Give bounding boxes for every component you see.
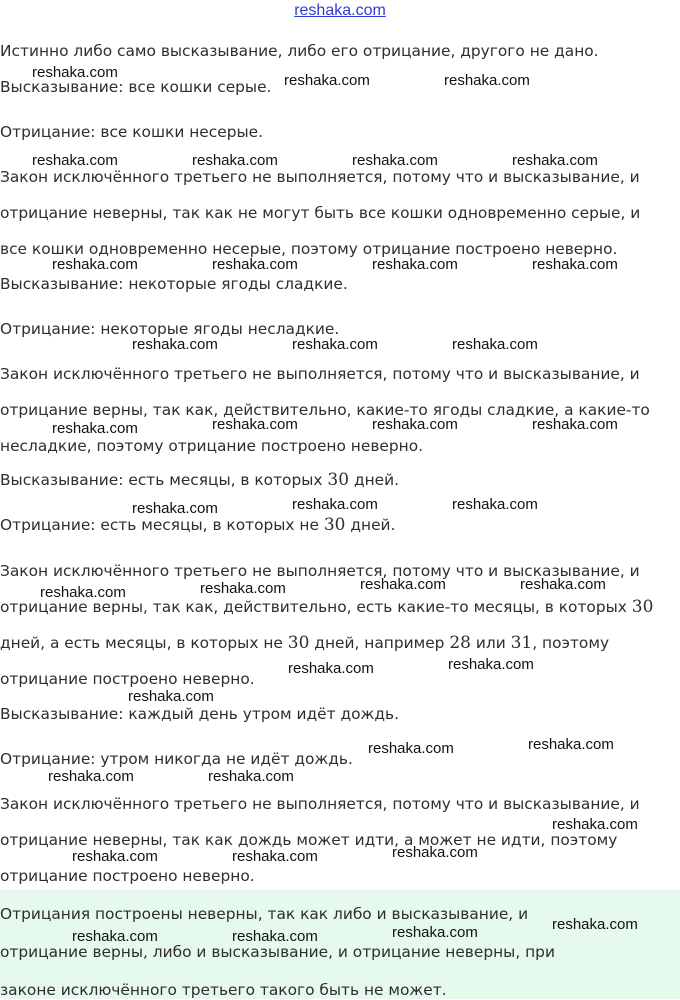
watermark: reshaka.com [528, 736, 614, 753]
statement-3: Высказывание: есть месяцы, в которых 30 дней. [0, 470, 400, 490]
explanation-4-line-3: отрицание построено неверно. [0, 867, 255, 885]
watermark: reshaka.com [132, 336, 218, 353]
watermark: reshaka.com [552, 816, 638, 833]
statement-2: Высказывание: некоторые ягоды сладкие. [0, 275, 348, 293]
watermark: reshaka.com [284, 72, 370, 89]
watermark: reshaka.com [352, 152, 438, 169]
explanation-2-line-3: несладкие, поэтому отрицание построено неверно. [0, 437, 424, 455]
watermark: reshaka.com [552, 916, 638, 933]
statement-4: Высказывание: каждый день утром идёт дождь. [0, 705, 400, 723]
statement-1: Высказывание: все кошки серые. [0, 78, 272, 96]
watermark: reshaka.com [452, 496, 538, 513]
watermark: reshaka.com [200, 580, 286, 597]
watermark: reshaka.com [372, 256, 458, 273]
watermark: reshaka.com [40, 584, 126, 601]
site-title-link[interactable]: reshaka.com [294, 2, 386, 19]
watermark: reshaka.com [32, 152, 118, 169]
watermark: reshaka.com [32, 64, 118, 81]
watermark: reshaka.com [532, 256, 618, 273]
watermark: reshaka.com [452, 336, 538, 353]
watermark: reshaka.com [72, 928, 158, 945]
watermark: reshaka.com [232, 848, 318, 865]
explanation-1-line-2: отрицание неверны, так как не могут быть все кошки одновременно серые, и [0, 204, 641, 222]
watermark: reshaka.com [360, 576, 446, 593]
conclusion-line-1: Отрицания построены неверны, так как либо и высказывание, и [0, 905, 529, 923]
explanation-2-line-2: отрицание верны, так как, действительно, какие-то ягоды сладкие, а какие-то [0, 401, 650, 419]
explanation-3-line-1: Закон исключённого третьего не выполняется, потому что и высказывание, и [0, 562, 640, 580]
watermark: reshaka.com [192, 152, 278, 169]
watermark: reshaka.com [444, 72, 530, 89]
watermark: reshaka.com [292, 336, 378, 353]
watermark: reshaka.com [392, 844, 478, 861]
watermark: reshaka.com [132, 500, 218, 517]
explanation-4-line-2: отрицание неверны, так как дождь может идти, а может не идти, поэтому [0, 831, 618, 849]
watermark: reshaka.com [208, 768, 294, 785]
watermark: reshaka.com [520, 576, 606, 593]
watermark: reshaka.com [52, 420, 138, 437]
explanation-1-line-3: все кошки одновременно несерые, поэтому отрицание построено неверно. [0, 240, 618, 258]
watermark: reshaka.com [292, 496, 378, 513]
negation-3: Отрицание: есть месяцы, в которых не 30 дней. [0, 515, 396, 535]
watermark: reshaka.com [72, 848, 158, 865]
negation-2: Отрицание: некоторые ягоды несладкие. [0, 320, 340, 338]
watermark: reshaka.com [532, 416, 618, 433]
explanation-1-line-1: Закон исключённого третьего не выполняется, потому что и высказывание, и [0, 168, 640, 186]
watermark: reshaka.com [512, 152, 598, 169]
conclusion-line-2: отрицание верны, либо и высказывание, и отрицание неверны, при [0, 943, 555, 961]
explanation-3-line-4: отрицание построено неверно. [0, 670, 255, 688]
watermark: reshaka.com [448, 656, 534, 673]
watermark: reshaka.com [48, 768, 134, 785]
watermark: reshaka.com [392, 924, 478, 941]
watermark: reshaka.com [212, 416, 298, 433]
watermark: reshaka.com [212, 256, 298, 273]
watermark: reshaka.com [232, 928, 318, 945]
watermark: reshaka.com [372, 416, 458, 433]
negation-1: Отрицание: все кошки несерые. [0, 123, 263, 141]
explanation-2-line-1: Закон исключённого третьего не выполняется, потому что и высказывание, и [0, 365, 640, 383]
intro-text: Истинно либо само высказывание, либо его отрицание, другого не дано. [0, 42, 599, 60]
explanation-4-line-1: Закон исключённого третьего не выполняется, потому что и высказывание, и [0, 795, 640, 813]
watermark: reshaka.com [52, 256, 138, 273]
explanation-3-line-3: дней, а есть месяцы, в которых не 30 дней, например 28 или 31, поэтому [0, 633, 610, 653]
negation-4: Отрицание: утром никогда не идёт дождь. [0, 750, 353, 768]
conclusion-line-3: законе исключённого третьего такого быть не может. [0, 981, 447, 999]
watermark: reshaka.com [128, 688, 214, 705]
watermark: reshaka.com [288, 660, 374, 677]
watermark: reshaka.com [368, 740, 454, 757]
explanation-3-line-2: отрицание верны, так как, действительно, есть какие-то месяцы, в которых 30 [0, 597, 654, 617]
